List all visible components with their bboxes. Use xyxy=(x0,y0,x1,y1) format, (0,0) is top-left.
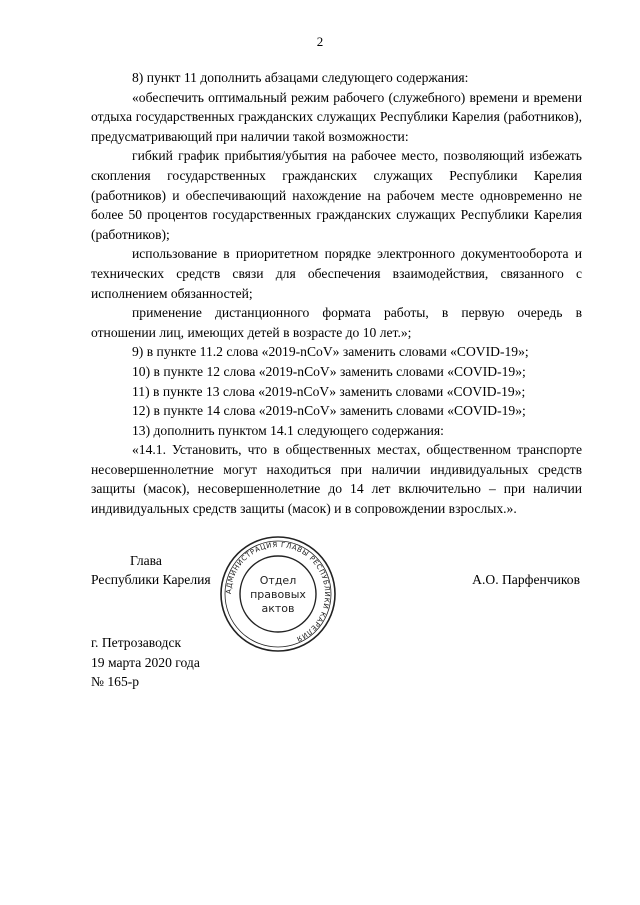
paragraph-item-9: 9) в пункте 11.2 слова «2019-nCoV» заменить словами «COVID-19»; xyxy=(132,344,529,360)
paragraph-item-8: 8) пункт 11 дополнить абзацами следующего содержания: xyxy=(132,70,469,85)
signature-title: Глава xyxy=(130,553,162,568)
document-body xyxy=(91,68,582,519)
stamp-line-1: Отдел xyxy=(259,574,297,587)
paragraph-flexible-schedule: гибкий график прибытия/убытия на рабочее место, позволяющий избежать скопления государственных гражданских служащих Республики Карелия (работников) и обеспечивающий нахождение на рабочем месте одновременно не более 50 процентов государственных гражданских служащих Республики Карелия (работников); xyxy=(91,148,582,242)
paragraph-electronic-docs: использование в приоритетном порядке электронного документооборота и технических средств связи для обеспечения взаимодействия, связанного с исполнением обязанностей; xyxy=(91,246,582,301)
paragraph-item-14-1: «14.1. Установить, что в общественных местах, общественном транспорте несовершеннолетние могут находиться при наличии индивидуальных средств защиты (масок), несовершеннолетние до 14 лет включительно – при наличии индивидуальных средств защиты (масок) и в сопровождении взрослых.». xyxy=(91,442,582,517)
paragraph-item-13: 13) дополнить пунктом 14.1 следующего содержания: xyxy=(132,422,444,438)
paragraph-quote-start: «обеспечить оптимальный режим рабочего (служебного) времени и времени отдыха государственных гражданских служащих Республики Карелия (работников), предусматривающий при наличии такой возможности: xyxy=(91,89,582,144)
paragraph-remote-work: применение дистанционного формата работы, в первую очередь в отношении лиц, имеющих детей в возрасте до 10 лет.»; xyxy=(91,305,582,340)
signatory-name: А.О. Парфенчиков xyxy=(472,572,580,587)
document-number: № 165-р xyxy=(91,674,140,690)
stamp-line-3: актов xyxy=(261,602,295,615)
document-city: г. Петрозаводск xyxy=(91,635,182,650)
paragraph-item-10: 10) в пункте 12 слова «2019-nCoV» заменить словами «COVID-19»; xyxy=(132,363,526,379)
place-date-block xyxy=(91,633,200,692)
stamp-line-2: правовых xyxy=(250,588,306,601)
signature-organization: Республики Карелия xyxy=(91,572,211,587)
paragraph-item-11: 11) в пункте 13 слова «2019-nCoV» заменить словами «COVID-19»; xyxy=(132,383,526,399)
official-stamp xyxy=(218,534,338,654)
page-number: 2 xyxy=(316,34,324,49)
paragraph-item-12: 12) в пункте 14 слова «2019-nCoV» заменить словами «COVID-19»; xyxy=(132,403,526,419)
stamp-ring-text: АДМИНИСТРАЦИЯ ГЛАВЫ РЕСПУБЛИКИ КАРЕЛИЯ xyxy=(224,540,332,644)
document-date: 19 марта 2020 года xyxy=(91,654,200,670)
